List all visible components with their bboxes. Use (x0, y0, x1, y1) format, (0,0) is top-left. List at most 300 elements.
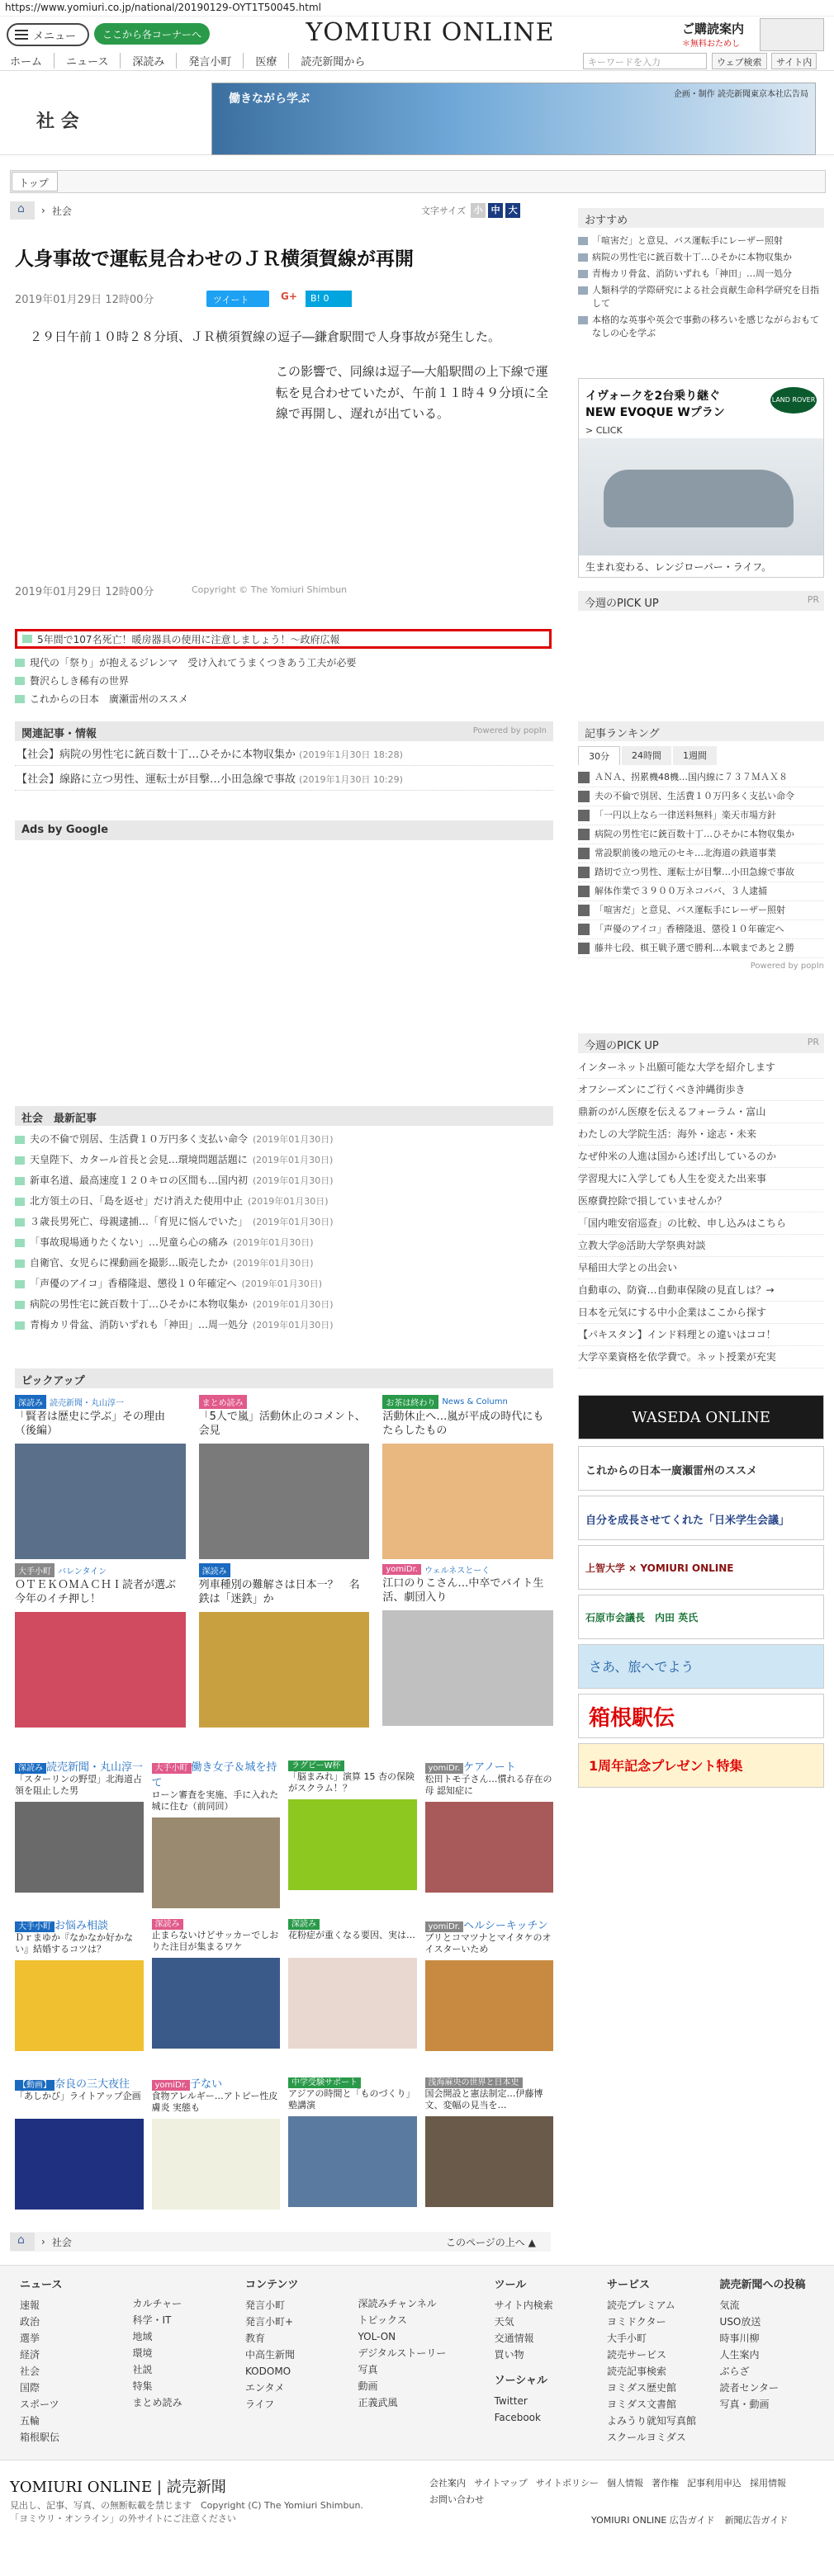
footer-link[interactable]: 大手小町 (607, 2333, 647, 2344)
pickup-card-tags (425, 2075, 554, 2088)
car-ad-line2: NEW EVOQUE Wプラン (585, 406, 725, 419)
footer-link[interactable]: 科学・IT (132, 2314, 172, 2326)
pickup-card[interactable] (382, 1563, 553, 1720)
ranking-item[interactable] (578, 863, 824, 882)
pr-link[interactable] (15, 690, 356, 708)
footer-link[interactable]: 人生案内 (719, 2349, 760, 2361)
ranking-item[interactable] (578, 939, 824, 958)
rank-tab-24h[interactable]: 24時間 (622, 746, 671, 765)
footer-link[interactable]: スポーツ (20, 2399, 59, 2410)
footer-column-title: コンテンツ (244, 2279, 299, 2291)
rank-number-icon (578, 924, 590, 935)
pickup-card-image (152, 1817, 281, 1908)
pr-link[interactable] (15, 654, 356, 672)
latest-item-text: 病院の男性宅に銃百数十丁…ひそかに本物収集か (30, 1298, 249, 1310)
footer-link[interactable]: 政治 (20, 2316, 40, 2328)
osusume-item[interactable] (578, 314, 824, 340)
pickup-tag: お茶は終わり (382, 1395, 438, 1409)
link-icon (578, 253, 588, 262)
menu-button[interactable] (7, 23, 89, 46)
ranking-item[interactable] (578, 806, 824, 825)
pickup-tag: 深読み (288, 1919, 320, 1930)
pickup-card-title: 「脳まみれ」演算 15 杏の保険がスクラム！？ (288, 1771, 415, 1794)
pickup-card-title: 「賢者は歴史に学ぶ」その理由（後編） (15, 1411, 166, 1437)
link-icon (15, 1177, 25, 1185)
related-item-date: (2019年1月30日 18:28) (299, 749, 403, 760)
subscribe-sub: ＊無料おためし (682, 40, 740, 49)
pickup-tag: 深読み (199, 1563, 230, 1577)
breadcrumb-section[interactable]: 社会 (51, 205, 72, 217)
pickup-card[interactable] (288, 1917, 417, 2065)
footer-bottom-link[interactable]: サイトポリシー (535, 2478, 599, 2489)
pickup-card[interactable] (152, 2075, 281, 2224)
ranking-item[interactable] (578, 882, 824, 901)
footer-column-title (358, 2277, 476, 2292)
footer-link[interactable]: 写真 (358, 2364, 378, 2375)
footer-social-link[interactable]: Twitter (494, 2395, 528, 2407)
pickup-title: ピックアップ (15, 1368, 553, 1388)
footer-bottom-link[interactable]: 個人情報 (607, 2478, 644, 2489)
footer-bottom-link[interactable]: お問い合わせ (429, 2494, 484, 2505)
corner-nav-button[interactable]: ここから各コーナーへ (94, 23, 210, 45)
pickup-card[interactable] (15, 1758, 144, 1907)
web-search-button[interactable]: ウェブ検索 (712, 53, 767, 69)
home-icon[interactable] (10, 201, 35, 220)
pickup-card-title: 花粉症が重くなる要因、実は… (288, 1930, 415, 1940)
ranking-item-text: 解体作業で３９００万ネコババ、３人逮捕 (595, 886, 767, 896)
footer-link[interactable]: カルチャー (132, 2298, 182, 2309)
font-size-label: 文字サイズ (421, 206, 467, 216)
pickup-card-tags (152, 1758, 281, 1789)
footer-link[interactable]: 特集 (132, 2380, 153, 2392)
pickup-card-image (199, 1612, 370, 1728)
footer-link[interactable]: 社会 (20, 2366, 40, 2377)
pickup-card[interactable] (15, 1395, 186, 1552)
pickup-card-tags (382, 1563, 553, 1576)
footer-column-title (132, 2277, 226, 2292)
pickup-pr-item[interactable]: 立教大学◎活助大学祭典対談 (578, 1235, 824, 1257)
footer-links (429, 2475, 826, 2508)
pickup-card-tags (288, 1758, 417, 1771)
footer-link[interactable]: サイト内検索 (494, 2299, 553, 2311)
footer-link[interactable]: スクールヨミダス (607, 2432, 686, 2443)
footer-link[interactable]: 教育 (244, 2333, 265, 2344)
font-size-small[interactable]: 小 (471, 203, 486, 218)
latest-item[interactable] (15, 1212, 553, 1232)
latest-item-text: 天皇陛下、カタール首長と会見…環境問題話題に (30, 1154, 248, 1165)
pickup-pr-title-text: 今週のPICK UP (585, 598, 659, 610)
pickup-card-image (382, 1444, 553, 1559)
rank-tab-30min[interactable]: 30分 (578, 746, 620, 765)
pr-link[interactable] (15, 672, 356, 690)
pickup-card-title: 「5人で嵐」活動休止のコメント、会見 (198, 1411, 366, 1437)
footer-social-link[interactable]: Facebook (494, 2412, 541, 2423)
link-icon (15, 1280, 25, 1288)
section-title: 社 会 (36, 111, 79, 132)
footer-link[interactable]: USO放送 (719, 2316, 761, 2328)
pickup-tag: 深読み (15, 1395, 46, 1409)
font-size-medium[interactable]: 中 (488, 203, 503, 218)
pickup-pr-item[interactable]: 学習現大に入学しても人生を変えた出来事 (578, 1168, 824, 1190)
osusume-title: おすすめ (578, 208, 824, 228)
pickup-card[interactable] (382, 1395, 553, 1552)
footer-link[interactable]: 気流 (719, 2299, 740, 2311)
pickup-card-title: 松田トモ子さん…慣れる存在の母 認知症に (424, 1774, 552, 1797)
footer-link[interactable]: 読売記事検索 (607, 2366, 667, 2377)
pickup-card[interactable] (152, 1758, 281, 1907)
related-item[interactable] (15, 741, 553, 766)
footer-link[interactable]: 社説 (132, 2364, 153, 2375)
footer-logo[interactable]: YOMIURI ONLINE | 読売新聞 (10, 2479, 226, 2496)
pickup-tag: 中学受験サポート (288, 2077, 361, 2088)
pickup-pr-item[interactable]: 早稲田大学との出会い (578, 1257, 824, 1279)
footer-bottom (0, 2460, 834, 2576)
pickup-card-title: 止まらないけどサッカーでしおりた注目が集まるワケ (151, 1930, 279, 1953)
footer-link[interactable]: よみうり就知写真館 (607, 2415, 697, 2427)
footer-link[interactable]: 買い物 (494, 2349, 524, 2361)
ranking-item-text: ＡＮＡ、拐累機48機…国内線に７３７ＭＡＸ８ (595, 772, 788, 782)
pickup-card[interactable] (199, 1395, 370, 1552)
related-title-text: 関連記事・情報 (21, 728, 97, 740)
footer-link[interactable]: まとめ読み (132, 2397, 182, 2408)
menu-label: メニュー (33, 30, 77, 43)
ranking-box (578, 721, 824, 971)
pickup-card[interactable] (425, 1758, 554, 1907)
latest-item[interactable] (15, 1150, 553, 1170)
site-footer (0, 2265, 834, 2460)
pickup-section (15, 1368, 553, 1388)
pickup-card[interactable] (152, 1917, 281, 2065)
osusume-item-text: 「喧害だ」と意見、バス運転手にレーザー照射 (592, 235, 783, 246)
footer-link[interactable]: ライフ (244, 2399, 275, 2410)
pickup-tag: yomiDr. (382, 1564, 421, 1575)
ranking-tabs (578, 746, 824, 765)
pickup-card-tags (15, 1758, 144, 1774)
ranking-item[interactable] (578, 825, 824, 844)
pickup-tag: 深読み (152, 1919, 183, 1930)
pickup-card-title: Ｄｒまゆか『なかなか好かない』結婚するコツは？ (15, 1932, 133, 1955)
link-icon (578, 270, 588, 278)
ranking-item-text: 「一円以上なら一律送料無料」楽天市場方針 (595, 810, 776, 820)
home-icon[interactable] (10, 2233, 35, 2251)
pickup-card-title: 列車種別の難解さは日本一？ 名鉄は「迷鉄」か (198, 1579, 360, 1605)
link-icon (15, 1136, 25, 1144)
latest-item[interactable] (15, 1315, 553, 1335)
footer-social-title: ソーシャル (494, 2375, 548, 2387)
link-icon (578, 286, 588, 295)
side-banner[interactable]: これからの日本一廣瀬雷州のススメ (578, 1446, 824, 1491)
osusume-item-text: 本格的な英事や英会で事動の移ろいを感じながらおもてなしの心を学ぶ (592, 314, 819, 338)
latest-item[interactable] (15, 1129, 553, 1150)
latest-item-text: 自衛官、女児らに裸動画を撮影…販売したか (30, 1257, 229, 1269)
footer-column-title: サービス (607, 2279, 651, 2291)
footer-bottom-link[interactable]: サイトマップ (474, 2478, 528, 2489)
ranking-item[interactable] (578, 844, 824, 863)
link-icon (578, 237, 588, 245)
osusume-item[interactable] (578, 284, 824, 310)
tweet-button[interactable]: ツイート (206, 291, 269, 307)
side-banner[interactable]: 石原市会議長 内田 英氏 (578, 1595, 824, 1639)
nav-item-komachi[interactable]: 発言小町 (188, 53, 244, 69)
latest-item[interactable] (15, 1274, 553, 1294)
footer-link[interactable]: 選挙 (20, 2333, 40, 2344)
pickup-card-tags (288, 2075, 417, 2088)
footer-bottom-link[interactable]: 会社案内 (429, 2478, 466, 2489)
latest-item-text: 青梅カリ骨盆、消防いずれも「神田」…周一処分 (30, 1319, 249, 1331)
pickup-card-tags (152, 1917, 281, 1930)
nav-item-from-paper[interactable]: 読売新聞から (301, 56, 366, 69)
pickup-card-image (152, 1958, 281, 2049)
pickup-pr-item[interactable]: 日本を元気にする中小企業はここから探す (578, 1302, 824, 1324)
footer-link[interactable]: 時事川柳 (719, 2333, 760, 2344)
link-icon (15, 1260, 25, 1268)
side-banner[interactable]: さあ、旅へでよう (578, 1644, 824, 1689)
pickup-pr-2 (578, 1033, 824, 1368)
footer-link[interactable]: 箱根駅伝 (20, 2432, 60, 2443)
footer-link[interactable]: 動画 (358, 2380, 378, 2392)
pickup-tag: yomiDr. (425, 1921, 464, 1932)
osusume-item-text: 人類科学的学際研究による社会貢献生命科学研究を目指して (592, 285, 819, 309)
latest-item-date: (2019年01月30日) (253, 1175, 334, 1186)
pickup-tag: 大手小町 (15, 1921, 54, 1932)
pickup-pr-item[interactable]: オフシーズンにご行くべき沖縄街歩き (578, 1079, 824, 1101)
latest-item[interactable] (15, 1232, 553, 1253)
footer-link[interactable]: 交通情報 (494, 2333, 534, 2344)
link-icon (578, 316, 588, 324)
related-item-text: 【社会】線路に立つ男性、運転士が目撃…小田急線で事故 (17, 773, 296, 786)
link-icon (15, 659, 25, 667)
pickup-card-title: アジアの時間と「ものづくり」塾講演 (288, 2088, 415, 2111)
bottom-breadcrumb-section[interactable]: 社会 (51, 2236, 72, 2248)
side-banner[interactable]: 自分を成長させてくれた「日米学生会議」 (578, 1496, 824, 1540)
footer-link[interactable]: 発言小町+ (244, 2316, 294, 2328)
latest-item[interactable] (15, 1170, 553, 1191)
osusume-item[interactable] (578, 234, 824, 248)
ranking-item[interactable] (578, 920, 824, 939)
footer-note-2: 「ヨミウリ・オンライン」の外サイトにご注意ください (10, 2513, 236, 2524)
pickup-pr-item[interactable]: 大学卒業資格を依学費で。ネット授業が充実 (578, 1346, 824, 1368)
osusume-item[interactable] (578, 251, 824, 264)
pr-badge: PR (807, 1037, 819, 1047)
pickup-card-image (15, 1802, 144, 1893)
top-button[interactable]: トップ (12, 172, 58, 191)
latest-item[interactable] (15, 1294, 553, 1315)
rank-tab-1week[interactable]: 1週間 (673, 746, 717, 765)
top-bar (10, 170, 826, 193)
footer-column (720, 2277, 814, 2446)
pickup-card-tags (382, 1395, 553, 1409)
pickup-card-tags (15, 2075, 144, 2091)
footer-bottom-link[interactable]: 新聞広告ガイド (724, 2515, 789, 2526)
pr-badge: PR (807, 594, 819, 605)
pickup-pr-item[interactable]: 【パキスタン】インド料理との違いはココ！ (578, 1324, 824, 1346)
footer-link[interactable]: 国際 (20, 2382, 40, 2394)
rank-number-icon (578, 791, 590, 802)
footer-link[interactable]: 写真・動画 (719, 2399, 770, 2410)
footer-link[interactable]: 経済 (20, 2349, 40, 2361)
latest-item-text: 「事故現場通りたくない」…児童ら心の痛み (30, 1236, 229, 1248)
ranking-item-text: 「喧害だ」と意見、バス運転手にレーザー照射 (595, 905, 785, 915)
footer-bottom-link[interactable]: 記事利用申込 (687, 2478, 742, 2489)
side-banner[interactable]: 箱根駅伝 (578, 1694, 824, 1738)
ranking-item[interactable] (578, 768, 824, 787)
nav-item-fukayomi[interactable]: 深読み (132, 53, 177, 69)
ad-caption: 企画・制作 読売新聞東京本社広告局 (673, 90, 808, 99)
nav-item-home[interactable]: ホーム (10, 53, 54, 69)
car-ad[interactable] (578, 378, 824, 578)
footer-link[interactable]: 深読みチャンネル (358, 2298, 437, 2309)
osusume-box (578, 208, 824, 343)
pickup-tag: ウェルネスとーく (424, 1567, 490, 1576)
pickup-card-image (152, 2119, 281, 2210)
footer-link[interactable]: 正義武風 (358, 2397, 398, 2408)
car-image (604, 470, 794, 527)
side-banner[interactable]: 1周年記念プレゼント特集 (578, 1743, 824, 1788)
pickup-card[interactable] (15, 1563, 186, 1720)
link-icon (22, 635, 32, 643)
footer-link[interactable]: ヨミダス歴史館 (607, 2382, 677, 2394)
footer-link[interactable]: 読者センター (719, 2382, 780, 2394)
pickup-grid-small (15, 1758, 553, 2224)
footer-bottom-link[interactable]: 著作権 (652, 2478, 680, 2489)
footer-link[interactable]: デジタルストーリー (358, 2347, 447, 2359)
article-paragraph-2: この影響で、同線は逗子―大船駅間の上下線で運転を見合わせていたが、午前１１時４９分頃に全線で再開し、遅れが出ている。 (276, 364, 549, 421)
footer-link[interactable]: 環境 (132, 2347, 153, 2359)
footer-link[interactable]: 天気 (494, 2316, 514, 2328)
side-banner[interactable]: 上智大学 × YOMIURI ONLINE (578, 1545, 824, 1590)
footer-link[interactable]: 五輪 (20, 2415, 40, 2427)
side-banner[interactable]: WASEDA ONLINE (578, 1395, 824, 1439)
header-ad-banner[interactable] (211, 83, 816, 155)
pickup-pr-item[interactable]: インターネット出願可能な大学を紹介します (578, 1056, 824, 1079)
hatena-button[interactable]: B! 0 (306, 291, 352, 307)
link-icon (15, 1301, 25, 1309)
footer-link[interactable]: 読売プレミアム (607, 2299, 675, 2311)
footer-bottom-link[interactable]: YOMIURI ONLINE 広告ガイド (591, 2515, 715, 2526)
ranking-powered[interactable]: Powered by popIn (750, 962, 824, 971)
latest-item-date: (2019年01月30日) (241, 1279, 323, 1289)
pickup-tag: yomiDr. (152, 2080, 191, 2091)
link-icon (15, 1218, 25, 1227)
pickup-tag: 奈良の三大夜往 (54, 2078, 130, 2091)
pickup-tag: お悩み相談 (54, 1920, 109, 1932)
footer-link[interactable]: トピックス (358, 2314, 407, 2326)
pickup-pr-1 (578, 591, 824, 611)
pickup-tag: 読売新聞・丸山淳一 (50, 1399, 124, 1408)
breadcrumb (10, 201, 72, 220)
pickup-card[interactable] (15, 2075, 144, 2224)
browser-url-bar[interactable]: https://www.yomiuri.co.jp/national/20190129-OYT1T50045.html (0, 0, 834, 17)
pickup-card[interactable] (199, 1563, 370, 1720)
latest-item-text: ３歳長男死亡、母親逮捕…「育児に悩んでいた」 (30, 1216, 249, 1227)
pickup-card-title: ローン審査を実施、手に入れた城に住む（前同回） (151, 1789, 279, 1813)
pickup-tag: 働き女子＆城を持て (151, 1761, 277, 1789)
pickup-tag: yomiDr. (425, 1763, 464, 1774)
footer-link[interactable]: 発言小町 (244, 2299, 285, 2311)
pickup-card[interactable] (425, 2075, 554, 2224)
footer-link[interactable]: KODOMO (244, 2366, 291, 2377)
pickup-card[interactable] (288, 1758, 417, 1907)
article-paragraph-1: ２９日午前１０時２８分頃、ＪＲ横須賀線の逗子―鎌倉駅間で人身事故が発生した。 (30, 329, 501, 344)
car-ad-click: > CLICK (585, 425, 623, 436)
pickup-pr-item[interactable]: 鼎新のがん医療を伝えるフォーラム・富山 (578, 1101, 824, 1123)
footer-link[interactable]: 読売サービス (607, 2349, 667, 2361)
footer-column-title: ツール (494, 2279, 527, 2291)
pickup-card-title: 江口のりこさん…中卒でバイト生活、劇団入り (382, 1577, 544, 1604)
footer-link[interactable]: 中高生新聞 (244, 2349, 295, 2361)
pickup-card-image (288, 1799, 417, 1890)
ads-by-google (15, 820, 553, 840)
pickup-tag: 浅海麻央の世界と日本史 (425, 2077, 523, 2088)
site-logo[interactable]: YOMIURI ONLINE (306, 18, 555, 47)
latest-item-date: (2019年01月30日) (233, 1237, 314, 1248)
search-input[interactable]: キーワードを入力 (583, 53, 707, 69)
pickup-pr-item[interactable]: 医療費控除で損していませんか？ (578, 1190, 824, 1212)
latest-item-date: (2019年01月30日) (248, 1196, 329, 1207)
pickup-card[interactable] (15, 1917, 144, 2065)
pickup-pr-item[interactable]: わたしの大学院生活：海外・途志・未来 (578, 1123, 824, 1146)
ranking-item-text: 「声優のアイコ」香稽隆退、懲役１０年確定へ (595, 924, 784, 934)
nav-item-iryo[interactable]: 医療 (255, 53, 289, 69)
highlight-link[interactable] (15, 629, 552, 649)
car-ad-bottom: 生まれ変わる、レンジローバー・ライフ。 (579, 555, 823, 577)
powered-by-popin[interactable]: Powered by popIn (472, 726, 547, 735)
page-top-link[interactable]: このページの上へ ▲ (446, 2237, 536, 2248)
osusume-item[interactable] (578, 267, 824, 281)
latest-item-text: 夫の不倫で別居、生活費１０万円多く支払い命令 (30, 1133, 249, 1145)
pickup-card-tags (15, 1563, 186, 1577)
pickup-card-title: 食物アレルギー…アトピー性皮膚炎 実態も (151, 2091, 278, 2114)
footer-link[interactable]: エンタメ (244, 2382, 285, 2394)
nav-item-news[interactable]: ニュース (66, 53, 121, 69)
ranking-item[interactable] (578, 787, 824, 806)
pickup-card-title: 「あしかび」ライトアップ企画 (15, 2091, 141, 2101)
rank-number-icon (578, 772, 590, 783)
footer-link[interactable]: 速報 (20, 2299, 40, 2311)
latest-item-date: (2019年01月30日) (233, 1258, 314, 1269)
subscribe-link[interactable]: ご購読案内 (682, 21, 745, 36)
latest-item[interactable] (15, 1191, 553, 1212)
pickup-card[interactable] (425, 1917, 554, 2065)
site-search-button[interactable]: サイト内 (771, 53, 817, 69)
footer-bottom-link[interactable]: 採用情報 (750, 2478, 787, 2489)
footer-link[interactable]: 地域 (132, 2331, 153, 2342)
footer-column (495, 2277, 589, 2446)
footer-link[interactable]: YOL-ON (358, 2331, 396, 2342)
related-section (15, 721, 553, 791)
pr-link-text: これからの日本 廣瀬雷州のススメ (30, 693, 189, 705)
rank-number-icon (578, 905, 590, 916)
footer-link[interactable]: ヨミドクター (607, 2316, 666, 2328)
pickup-tag: 読売新聞・丸山淳一 (46, 1761, 144, 1774)
ranking-item[interactable] (578, 901, 824, 920)
pickup-card[interactable] (288, 2075, 417, 2224)
footer-link[interactable]: ヨミダス文書館 (607, 2399, 677, 2410)
pickup-pr-item[interactable]: 自動車の、防資…自動車保険の見直しは？→ (578, 1279, 824, 1302)
related-item[interactable] (15, 766, 553, 791)
latest-item[interactable] (15, 1253, 553, 1274)
pickup-pr-item[interactable]: 「国内唯安宿巡查」の比較、申し込みはこちら (578, 1212, 824, 1235)
ad-text: 働きながら学ぶ (229, 92, 310, 106)
pickup-pr-item[interactable]: なぜ仲米の人進は国から述げ出しているのか (578, 1146, 824, 1168)
footer-link[interactable]: ぶらざ (719, 2366, 750, 2377)
pickup-card-tags (425, 1917, 554, 1932)
ads-title: Ads by Google (15, 820, 553, 840)
gplus-button[interactable]: G+ (281, 291, 297, 302)
latest-item-date: (2019年01月30日) (252, 1155, 334, 1165)
font-size-large[interactable]: 大 (505, 203, 520, 218)
pickup-card-title: 国会開設と憲法制定…伊藤博文、変幅の見当を… (424, 2088, 543, 2111)
